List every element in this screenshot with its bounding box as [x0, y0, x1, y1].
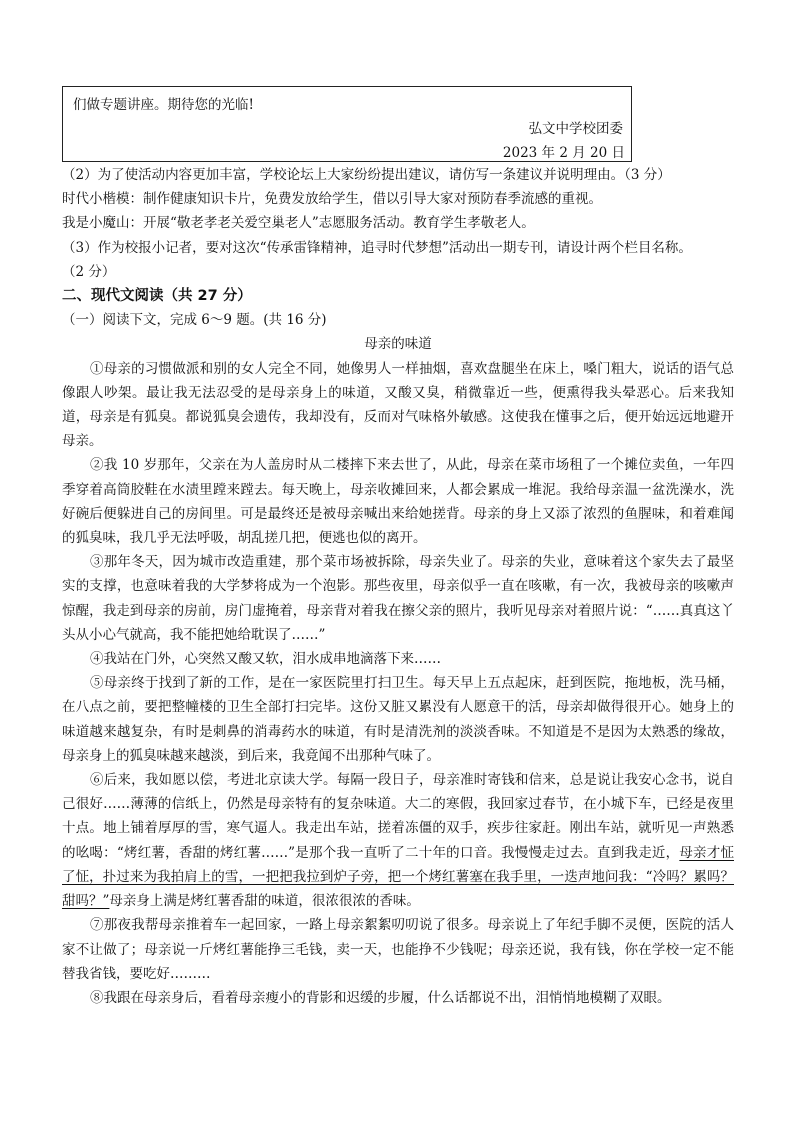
section-title: 二、现代文阅读（共 27 分）	[62, 288, 252, 305]
question-2-prompt: （2）为了使活动内容更加丰富，学校论坛上大家纷纷提出建议，请仿写一条建议并说明理由。（3 分）	[62, 167, 671, 183]
article-paragraph-8: ⑧我跟在母亲身后，看着母亲瘦小的背影和迟缓的步履，什么话都说不出，泪悄悄地模糊了双眼。	[90, 989, 671, 1006]
article-paragraph-7: ⑦那夜我帮母亲推着车一起回家，一路上母亲絮絮叨叨说了很多。母亲说上了年纪手脚不灵便，医院的活人家不让做了；母亲说一斤烤红薯能挣三毛钱，卖一天，也能挣不少钱呢；母亲还说，我有钱，你在学校一定不能替我省钱，要吃好………	[62, 917, 734, 982]
section-instruction: （一）阅读下文，完成 6～9 题。(共 16 分)	[62, 312, 327, 329]
notice-signature: 弘文中学校团委	[528, 121, 623, 137]
article-paragraph-2: ②我 10 岁那年，父亲在为人盖房时从二楼摔下来去世了，从此，母亲在菜市场租了一个摊位卖鱼，一年四季穿着高筒胶鞋在水渍里蹚来蹚去。每天晚上，母亲收摊回来，人都会累成一堆泥。我给母亲温一盆洗澡水，洗好碗后便躲进自己的房间里。可是最终还是被母亲喊出来给她搓背。母亲的身上又添了浓烈的鱼腥味，和着难闻的狐臭味，我几乎无法呼吸，胡乱搓几把，便逃也似的离开。	[62, 457, 734, 547]
paragraph-6-text-a: ⑥后来，我如愿以偿，考进北京读大学。每隔一段日子，母亲准时寄钱和信来，总是说让我安心念书，说自己很好……薄薄的信纸上，仍然是母亲特有的复杂味道。大二的寒假，我回家过春节，在小城下车，已经是夜里十点。地上铺着厚厚的雪，寒气逼人。我走出车站，搓着冻僵的双手，疾步往家赶。刚出车站，就听见一声熟悉的吆喝：“烤红薯，香甜的烤红薯……”是那个我一直听了二十年的口音。我慢慢走过去。直到我走近，	[62, 772, 734, 861]
article-paragraph-5: ⑤母亲终于找到了新的工作，是在一家医院里打扫卫生。每天早上五点起床，赶到医院，拖地板，洗马桶，在八点之前，要把整幢楼的卫生全部打扫完毕。这份又脏又累没有人愿意干的活，母亲却做得很开心。她身上的味道越来越复杂，有时是刺鼻的消毒药水的味道，有时是清洗剂的淡淡香味。不知道是不是因为太熟悉的缘故，母亲身上的狐臭味越来越淡，到后来，我竟闻不出那种气味了。	[62, 675, 734, 764]
exam-content	[62, 163, 734, 1010]
article-paragraph-4: ④我站在门外，心突然又酸又软，泪水成串地滴落下来……	[90, 651, 441, 668]
paragraph-6-text-b: 母亲身上满是烤红薯香甜的味道，很浓很浓的香味。	[109, 893, 420, 910]
question-2-example-2: 我是小魔山：开展“敬老孝老关爱空巢老人”志愿服务活动。教育学生孝敬老人。	[62, 215, 535, 232]
notice-date: 2023 年 2 月 20 日	[502, 145, 625, 161]
article-paragraph-3: ③那年冬天，因为城市改造重建，那个菜市场被拆除，母亲失业了。母亲的失业，意味着这个家失去了最坚实的支撑，也意味着我的大学梦将成为一个泡影。那些夜里，母亲似乎一直在咳嗽，有一次，我被母亲的咳嗽声惊醒，我走到母亲的房前，房门虚掩着，母亲背对着我在擦父亲的照片，我听见母亲对着照片说：“……真真这丫头从小心气就高，我不能把她给耽误了……”	[62, 554, 734, 643]
question-3-points: （2 分）	[62, 263, 116, 280]
notice-box	[62, 86, 632, 162]
underlined-sentence: 母亲才怔了怔，扑过来为我拍肩上的雪，一把把我拉到炉子旁，把一个烤红薯塞在我手里，一迭声地问我：“冷吗？累吗？甜吗？”	[62, 844, 734, 910]
notice-body: 们做专题讲座。期待您的光临!	[73, 97, 254, 113]
question-3-prompt: （3）作为校报小记者，要对这次“传承雷锋精神，追寻时代梦想”活动出一期专刊，请设计两个栏目名称。	[62, 239, 692, 256]
article-paragraph-1: ①母亲的习惯做派和别的女人完全不同，她像男人一样抽烟，喜欢盘腿坐在床上，嗓门粗大，说话的语气总像跟人吵架。最让我无法忍受的是母亲身上的味道，又酸又臭，稍微靠近一些，便熏得我头晕恶心。后来我知道，母亲是有狐臭。都说狐臭会遗传，我却没有，反而对气味格外敏感。这使我在懂事之后，便开始远远地避开母亲。	[62, 360, 734, 450]
question-2-example-1: 时代小楷模：制作健康知识卡片，免费发放给学生，借以引导大家对预防春季流感的重视。	[62, 191, 602, 208]
article-title: 母亲的味道	[364, 336, 432, 353]
article-paragraph-6	[62, 768, 734, 913]
